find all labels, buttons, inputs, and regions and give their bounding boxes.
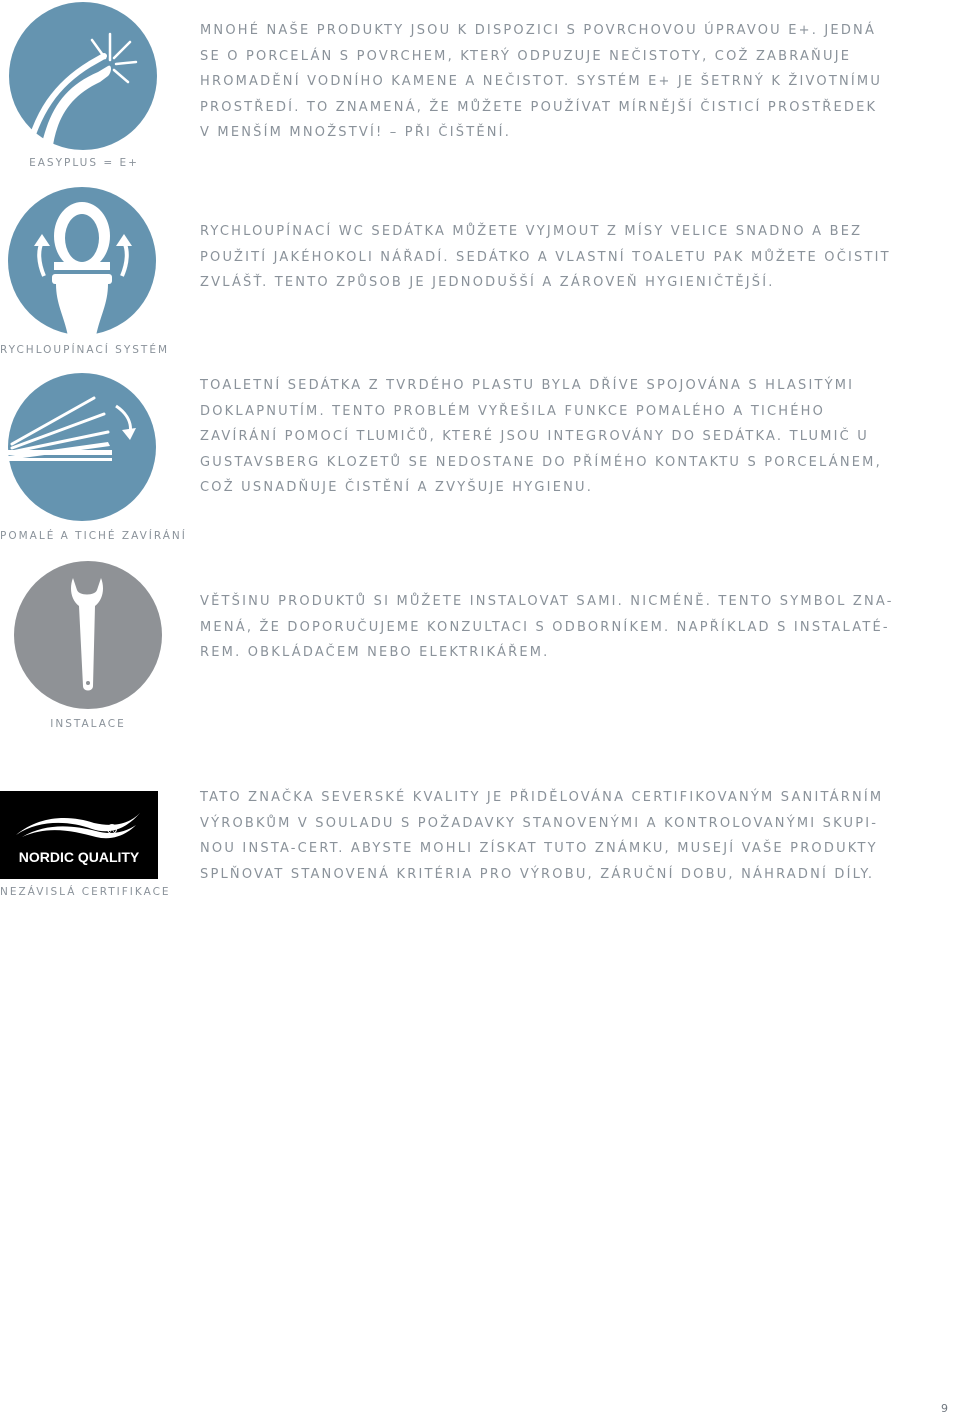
quick-release-description [200, 219, 891, 296]
text-line: MNOHÉ NAŠE PRODUKTY JSOU K DISPOZICI S POVRCHOVOU ÚPRAVOU E+. JEDNÁ [200, 23, 877, 38]
text-line: TOALETNÍ SEDÁTKA Z TVRDÉHO PLASTU BYLA DŘÍVE SPOJOVÁNA S HLASITÝMI [200, 378, 855, 393]
easyplus-description [200, 18, 883, 146]
text-line: GUSTAVSBERG KLOZETŮ SE NEDOSTANE DO PŘÍMÉHO KONTAKTU S PORCELÁNEM, [200, 454, 882, 470]
svg-text:R: R [110, 828, 115, 834]
text-line: VĚTŠINU PRODUKTŮ SI MŮŽETE INSTALOVAT SAMI. NICMÉNĚ. TENTO SYMBOL ZNA- [200, 594, 894, 609]
text-line: HROMADĚNÍ VODNÍHO KAMENE A NEČISTOT. SYSTÉM E+ JE ŠETRNÝ K ŽIVOTNÍMU [200, 74, 883, 89]
soft-close-description [200, 373, 882, 501]
certification-caption: NEZÁVISLÁ CERTIFIKACE [0, 886, 171, 898]
wrench-icon [13, 560, 163, 710]
text-line: V MENŠÍM MNOŽSTVÍ! – PŘI ČIŠTĚNÍ. [200, 125, 512, 140]
text-line: TATO ZNAČKA SEVERSKÉ KVALITY JE PŘIDĚLOVÁNA CERTIFIKOVANÝM SANITÁRNÍM [200, 790, 884, 805]
text-line: COŽ USNADŇUJE ČISTĚNÍ A ZVYŠUJE HYGIENU. [200, 480, 594, 495]
easyplus-glaze-icon [8, 2, 158, 150]
text-line: PROSTŘEDÍ. TO ZNAMENÁ, ŽE MŮŽETE POUŽÍVAT MÍRNĚJŠÍ ČISTICÍ PROSTŘEDEK [200, 99, 878, 115]
nordic-quality-logo [0, 791, 158, 879]
soft-close-icon [8, 372, 158, 522]
easyplus-caption: EASYPLUS = E+ [29, 157, 139, 169]
text-line: REM. OBKLÁDAČEM NEBO ELEKTRIKÁŘEM. [200, 645, 550, 660]
certification-description [200, 785, 884, 887]
text-line: DOKLAPNUTÍM. TENTO PROBLÉM VYŘEŠILA FUNKCE POMALÉHO A TICHÉHO [200, 403, 826, 419]
text-line: SE O PORCELÁN S POVRCHEM, KTERÝ ODPUZUJE NEČISTOTY, COŽ ZABRAŇUJE [200, 48, 852, 64]
text-line: RYCHLOUPÍNACÍ WC SEDÁTKA MŮŽETE VYJMOUT Z MÍSY VELICE SNADNO A BEZ [200, 224, 863, 239]
installation-caption: INSTALACE [50, 718, 126, 730]
page-number: 9 [941, 1402, 948, 1415]
text-line: MENÁ, ŽE DOPORUČUJEME KONZULTACI S ODBORNÍKEM. NAPŘÍKLAD S INSTALATÉ- [200, 619, 890, 635]
installation-description [200, 589, 894, 666]
text-line: ZVLÁŠŤ. TENTO ZPŮSOB JE JEDNODUŠŠÍ A ZÁROVEŇ HYGIENIČTĚJŠÍ. [200, 275, 775, 290]
nordic-quality-logo-text: NORDIC QUALITY [18, 849, 140, 865]
text-line: NOU INSTA-CERT. ABYSTE MOHLI ZÍSKAT TUTO ZNÁMKU, MUSEJÍ VAŠE PRODUKTY [200, 841, 878, 856]
text-line: POUŽITÍ JAKÉHOKOLI NÁŘADÍ. SEDÁTKO A VLASTNÍ TOALETU PAK MŮŽETE OČISTIT [200, 249, 891, 265]
text-line: SPLŇOVAT STANOVENÁ KRITÉRIA PRO VÝROBU, ZÁRUČNÍ DOBU, NÁHRADNÍ DÍLY. [200, 866, 875, 882]
text-line: VÝROBKŮM V SOULADU S POŽADAVKY STANOVENÝMI A KONTROLOVANÝMI SKUPI- [200, 815, 879, 831]
quick-release-seat-icon [8, 186, 158, 336]
quick-release-caption: RYCHLOUPÍNACÍ SYSTÉM [0, 344, 170, 356]
soft-close-caption: POMALÉ A TICHÉ ZAVÍRÁNÍ [0, 530, 187, 542]
text-line: ZAVÍRÁNÍ POMOCÍ TLUMIČŮ, KTERÉ JSOU INTEGROVÁNY DO SEDÁTKA. TLUMIČ U [200, 429, 869, 444]
